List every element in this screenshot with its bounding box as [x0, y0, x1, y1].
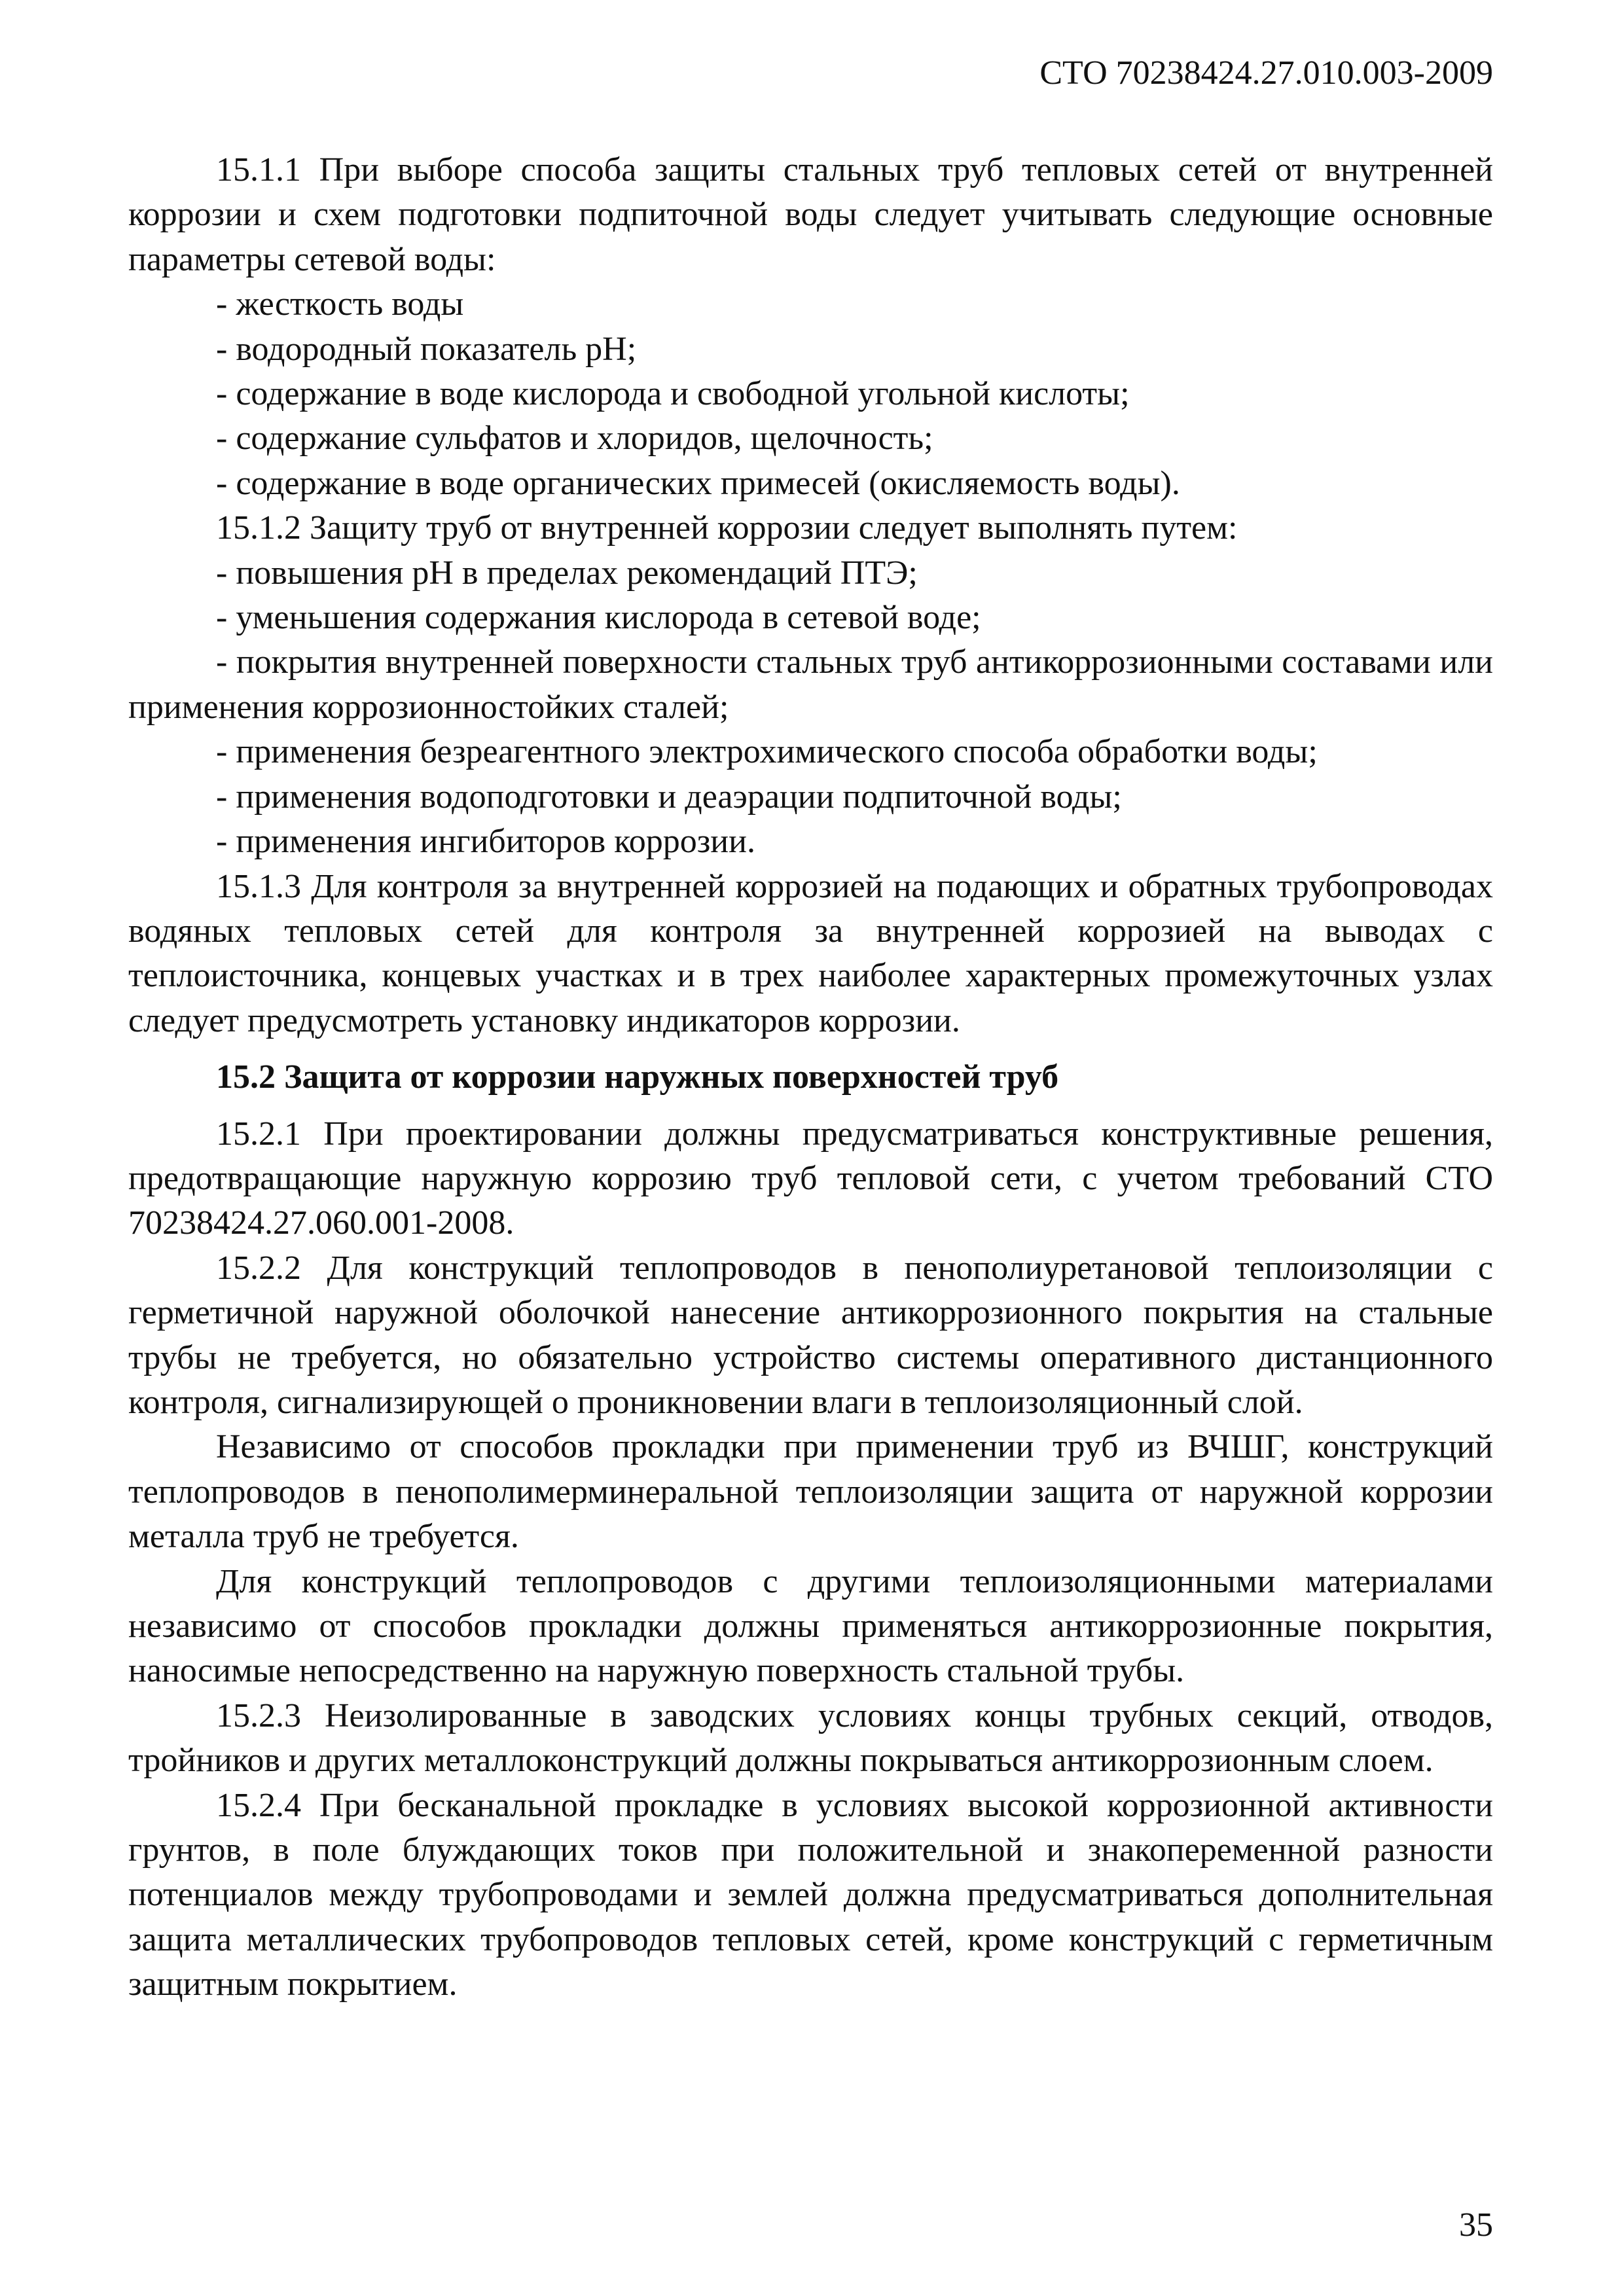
- list-item-text: применения безреагентного электрохимического способа обработки воды;: [236, 733, 1318, 771]
- list-item-text: повышения pH в пределах рекомендаций ПТЭ;: [236, 554, 918, 592]
- document-code-header: СТО 70238424.27.010.003-2009: [1039, 54, 1493, 92]
- list-15-1-1: [128, 282, 1493, 506]
- list-item: - содержание сульфатов и хлоридов, щелочность;: [216, 420, 933, 457]
- paragraph-15-1-3: 15.1.3 Для контроля за внутренней коррозией на подающих и обратных трубопроводах водяных тепловых сетей для контроля за внутренней коррозией на выводах с теплоисточника, концевых участках и в трех наиболее характерных промежуточных узлах следует предусмотреть установку индикаторов коррозии.: [128, 867, 1493, 1039]
- paragraph-15-2-3: 15.2.3 Неизолированные в заводских условиях концы трубных секций, отводов, тройников и других металлоконструкций должны покрываться антикоррозионным слоем.: [128, 1696, 1493, 1780]
- list-item: - применения ингибиторов коррозии.: [216, 823, 755, 861]
- list-item-text: покрытия внутренней поверхности стальных труб антикоррозионными составами или применения коррозионностойких сталей;: [128, 643, 1493, 726]
- list-item-text: применения водоподготовки и деаэрации подпиточной воды;: [236, 778, 1122, 816]
- paragraph-15-1-1: 15.1.1 При выборе способа защиты стальных труб тепловых сетей от внутренней коррозии и схем подготовки подпиточной воды следует учитывать следующие основные параметры сетевой воды:: [128, 151, 1493, 278]
- list-item: - применения безреагентного электрохимического способа обработки воды;: [216, 733, 1318, 771]
- paragraph-15-2-1: 15.2.1 При проектировании должны предусматриваться конструктивные решения, предотвращающие наружную коррозию труб тепловой сети, с учетом требований СТО 70238424.27.060.001-2008.: [128, 1115, 1493, 1242]
- list-item: - повышения pH в пределах рекомендаций ПТЭ;: [216, 554, 918, 592]
- section-heading-15-2: 15.2 Защита от коррозии наружных поверхностей труб: [216, 1058, 1059, 1096]
- paragraph-15-2-4: 15.2.4 При бесканальной прокладке в условиях высокой коррозионной активности грунтов, в поле блуждающих токов при положительной и знакопеременной разности потенциалов между трубопроводами и землей должна предусматриваться дополнительная защита металлических трубопроводов тепловых сетей, кроме конструкций с герметичным защитным покрытием.: [128, 1786, 1493, 2003]
- paragraph-15-2-2-c: Для конструкций теплопроводов с другими теплоизоляционными материалами независимо от способов прокладки должны применяться антикоррозионные покрытия, наносимые непосредственно на наружную поверхность стальной трубы.: [128, 1562, 1493, 1690]
- list-item: - содержание в воде органических примесей (окисляемость воды).: [216, 464, 1180, 502]
- list-item: - водородный показатель pH;: [216, 330, 637, 368]
- paragraph-15-1-2: 15.1.2 Защиту труб от внутренней коррозии следует выполнять путем:: [216, 509, 1238, 547]
- list-item: - покрытия внутренней поверхности стальных труб антикоррозионными составами или применения коррозионностойких сталей;: [128, 643, 1493, 726]
- list-item-text: содержание в воде кислорода и свободной угольной кислоты;: [236, 375, 1130, 413]
- list-item-text: водородный показатель pH;: [236, 330, 637, 368]
- list-item: - применения водоподготовки и деаэрации подпиточной воды;: [216, 778, 1122, 816]
- list-item-text: содержание сульфатов и хлоридов, щелочность;: [236, 420, 933, 457]
- list-item: - уменьшения содержания кислорода в сетевой воде;: [216, 599, 981, 637]
- list-item-text: уменьшения содержания кислорода в сетевой воде;: [236, 599, 981, 637]
- list-item: - содержание в воде кислорода и свободной угольной кислоты;: [216, 375, 1130, 413]
- page-content: [128, 148, 1493, 2007]
- list-item-text: применения ингибиторов коррозии.: [236, 823, 755, 861]
- page-number: 35: [1459, 2206, 1493, 2244]
- list-item: - жесткость воды: [216, 285, 464, 323]
- list-item-text: содержание в воде органических примесей (окисляемость воды).: [236, 464, 1180, 502]
- paragraph-15-2-2-b: Независимо от способов прокладки при применении труб из ВЧШГ, конструкций теплопроводов в пенополимерминеральной теплоизоляции защита от наружной коррозии металла труб не требуется.: [128, 1428, 1493, 1556]
- list-item-text: жесткость воды: [236, 285, 464, 323]
- paragraph-15-2-2: 15.2.2 Для конструкций теплопроводов в пенополиуретановой теплоизоляции с герметичной наружной оболочкой нанесение антикоррозионного покрытия на стальные трубы не требуется, но обязательно устройство системы оперативного дистанционного контроля, сигнализирующей о проникновении влаги в теплоизоляционный слой.: [128, 1249, 1493, 1421]
- list-15-1-2: [128, 551, 1493, 865]
